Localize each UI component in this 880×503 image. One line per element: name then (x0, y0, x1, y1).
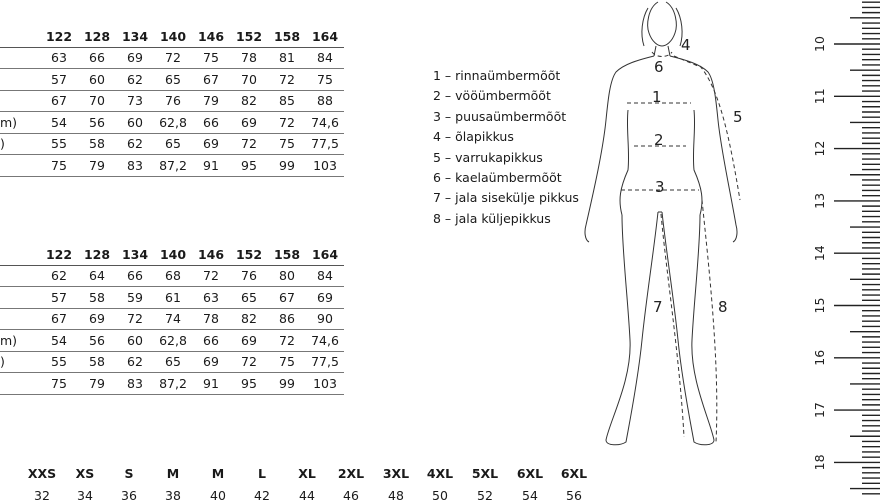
table-cell: 79 (78, 373, 116, 395)
table-cell: 79 (78, 155, 116, 177)
size-number: 36 (121, 488, 137, 503)
table-row (0, 287, 344, 309)
table-cell: 75 (268, 351, 306, 373)
table-cell: 72 (230, 351, 268, 373)
table-cell: 86 (268, 308, 306, 330)
table-cell: 68 (154, 265, 192, 287)
ruler-label: 17 (812, 402, 827, 419)
table-cell: 95 (230, 155, 268, 177)
size-number: 42 (254, 488, 270, 503)
table-cell: 69 (230, 112, 268, 134)
table-cell: 72 (116, 308, 154, 330)
table-cell: 90 (306, 308, 344, 330)
table-row (0, 351, 344, 373)
table-cell: 65 (230, 287, 268, 309)
row-label: m) (0, 112, 40, 134)
measuring-ruler (800, 0, 880, 495)
size-letter: 6XL (516, 466, 544, 481)
table-cell: 58 (78, 351, 116, 373)
table-cell: 83 (116, 373, 154, 395)
table-cell: 82 (230, 90, 268, 112)
ruler-label: 18 (812, 454, 827, 471)
table-cell: 63 (192, 287, 230, 309)
table-cell: 59 (116, 287, 154, 309)
figure-label: 7 (653, 298, 663, 316)
table-cell: 62 (116, 351, 154, 373)
column-header: 152 (230, 244, 268, 265)
table-cell: 78 (230, 47, 268, 69)
size-number: 40 (210, 488, 226, 503)
row-label-header (0, 244, 40, 265)
table-cell: 103 (306, 155, 344, 177)
ruler-label: 11 (812, 88, 827, 105)
girls-size-table (0, 26, 344, 177)
table-cell: 103 (306, 373, 344, 395)
ruler-label: 14 (812, 245, 827, 262)
table-cell: 76 (154, 90, 192, 112)
figure-label: 1 (652, 88, 662, 106)
ruler-label: 16 (812, 349, 827, 366)
size-number: 38 (165, 488, 181, 503)
row-label-header (0, 26, 40, 47)
table-cell: 67 (268, 287, 306, 309)
table-cell: 70 (230, 69, 268, 91)
figure-label: 4 (681, 36, 691, 54)
table-cell: 65 (154, 69, 192, 91)
figure-label: 2 (654, 131, 664, 149)
legend-item: 4 – õlapikkus (433, 129, 514, 145)
table-cell: 56 (78, 112, 116, 134)
table-cell: 66 (78, 47, 116, 69)
table-row (0, 133, 344, 155)
table-cell: 72 (268, 69, 306, 91)
table-row (0, 47, 344, 69)
column-header: 146 (192, 26, 230, 47)
table-cell: 87,2 (154, 373, 192, 395)
table-cell: 91 (192, 155, 230, 177)
table-cell: 87,2 (154, 155, 192, 177)
size-letter: M (166, 466, 180, 481)
table-cell: 62,8 (154, 112, 192, 134)
size-letter: 5XL (471, 466, 499, 481)
table-cell: 73 (116, 90, 154, 112)
measurement-legend (433, 66, 579, 229)
measurement-lines (621, 52, 740, 442)
table-cell: 72 (154, 47, 192, 69)
ruler-label: 13 (812, 192, 827, 209)
table-cell: 74 (154, 308, 192, 330)
table-cell: 99 (268, 373, 306, 395)
table-cell: 80 (268, 265, 306, 287)
table-row (0, 373, 344, 395)
column-header: 122 (40, 244, 78, 265)
size-number: 34 (77, 488, 93, 503)
table-cell: 61 (154, 287, 192, 309)
size-letter: XS (75, 466, 95, 481)
table-row (0, 112, 344, 134)
table-cell: 60 (116, 330, 154, 352)
column-header: 146 (192, 244, 230, 265)
table-cell: 72 (268, 330, 306, 352)
table-cell: 55 (40, 133, 78, 155)
column-header: 128 (78, 244, 116, 265)
legend-item: 7 – jala sisekülje pikkus (433, 190, 579, 206)
ruler-label: 12 (812, 140, 827, 157)
column-header: 158 (268, 244, 306, 265)
figure-label: 5 (733, 108, 743, 126)
table-cell: 81 (268, 47, 306, 69)
body-figure-diagram (570, 0, 800, 460)
table-cell: 76 (230, 265, 268, 287)
figure-label: 3 (655, 178, 665, 196)
table-cell: 67 (40, 308, 78, 330)
size-letter: M (211, 466, 225, 481)
table-cell: 58 (78, 287, 116, 309)
ruler-label: 15 (812, 297, 827, 314)
table-cell: 69 (306, 287, 344, 309)
table-cell: 67 (40, 90, 78, 112)
column-header: 140 (154, 26, 192, 47)
table-row (0, 330, 344, 352)
row-label (0, 69, 40, 91)
table-cell: 60 (78, 69, 116, 91)
table-cell: 62,8 (154, 330, 192, 352)
table-cell: 75 (192, 47, 230, 69)
figure-label: 8 (718, 298, 728, 316)
table-cell: 74,6 (306, 112, 344, 134)
row-label: ) (0, 133, 40, 155)
row-label (0, 155, 40, 177)
table-cell: 57 (40, 69, 78, 91)
ruler-label: 10 (812, 36, 827, 52)
row-label (0, 265, 40, 287)
column-header: 140 (154, 244, 192, 265)
table-cell: 60 (116, 112, 154, 134)
size-number: 46 (343, 488, 359, 503)
table-row (0, 265, 344, 287)
size-letter: 6XL (560, 466, 588, 481)
table-cell: 54 (40, 330, 78, 352)
table-cell: 69 (192, 133, 230, 155)
row-label (0, 47, 40, 69)
table-cell: 82 (230, 308, 268, 330)
table-cell: 54 (40, 112, 78, 134)
ruler-ticks (834, 2, 880, 494)
table-cell: 95 (230, 373, 268, 395)
size-number: 48 (388, 488, 404, 503)
table-row (0, 90, 344, 112)
ruler-labels (812, 36, 827, 470)
size-number: 50 (432, 488, 448, 503)
legend-item: 8 – jala küljepikkus (433, 210, 551, 226)
legend-item: 2 – vööümbermõõt (433, 88, 551, 104)
column-header: 122 (40, 26, 78, 47)
column-header: 164 (306, 244, 344, 265)
column-header: 134 (116, 244, 154, 265)
column-header: 158 (268, 26, 306, 47)
table-cell: 84 (306, 265, 344, 287)
table-row (0, 308, 344, 330)
table-cell: 66 (192, 330, 230, 352)
row-label: m) (0, 330, 40, 352)
table-row (0, 69, 344, 91)
table-cell: 75 (40, 373, 78, 395)
column-header: 128 (78, 26, 116, 47)
table-cell: 77,5 (306, 351, 344, 373)
table-cell: 79 (192, 90, 230, 112)
row-label (0, 373, 40, 395)
table-cell: 63 (40, 47, 78, 69)
table-cell: 66 (192, 112, 230, 134)
table-cell: 78 (192, 308, 230, 330)
size-letter: 3XL (382, 466, 410, 481)
table-cell: 70 (78, 90, 116, 112)
table-cell: 75 (268, 133, 306, 155)
table-cell: 62 (116, 133, 154, 155)
boys-size-table (0, 244, 344, 395)
table-cell: 72 (192, 265, 230, 287)
table-cell: 91 (192, 373, 230, 395)
row-label: ) (0, 351, 40, 373)
table-cell: 65 (154, 351, 192, 373)
legend-item: 5 – varrukapikkus (433, 149, 543, 165)
table-cell: 85 (268, 90, 306, 112)
size-letter: 2XL (337, 466, 365, 481)
table-cell: 57 (40, 287, 78, 309)
table-cell: 65 (154, 133, 192, 155)
legend-item: 6 – kaelaümbermõõt (433, 170, 562, 186)
table-cell: 88 (306, 90, 344, 112)
figure-label: 6 (654, 58, 664, 76)
table-header-row (0, 26, 344, 47)
table-cell: 72 (268, 112, 306, 134)
table-cell: 69 (78, 308, 116, 330)
table-cell: 66 (116, 265, 154, 287)
table-cell: 75 (306, 69, 344, 91)
table-header-row (0, 244, 344, 265)
size-letter: S (124, 466, 134, 481)
table-cell: 72 (230, 133, 268, 155)
table-cell: 62 (116, 69, 154, 91)
table-cell: 75 (40, 155, 78, 177)
table-cell: 99 (268, 155, 306, 177)
row-label (0, 287, 40, 309)
size-letter: L (258, 466, 266, 481)
table-cell: 67 (192, 69, 230, 91)
size-letter: XL (298, 466, 316, 481)
size-number: 56 (566, 488, 582, 503)
size-number: 44 (299, 488, 315, 503)
row-label (0, 308, 40, 330)
table-cell: 83 (116, 155, 154, 177)
table-cell: 69 (116, 47, 154, 69)
table-cell: 69 (230, 330, 268, 352)
column-header: 134 (116, 26, 154, 47)
size-number: 54 (522, 488, 538, 503)
table-cell: 74,6 (306, 330, 344, 352)
table-cell: 69 (192, 351, 230, 373)
table-cell: 62 (40, 265, 78, 287)
size-number: 32 (34, 488, 50, 503)
size-letter: XXS (27, 466, 57, 481)
table-cell: 84 (306, 47, 344, 69)
table-cell: 55 (40, 351, 78, 373)
size-letter: 4XL (426, 466, 454, 481)
column-header: 152 (230, 26, 268, 47)
table-row (0, 155, 344, 177)
legend-item: 3 – puusaümbermõõt (433, 108, 567, 124)
row-label (0, 90, 40, 112)
table-cell: 64 (78, 265, 116, 287)
column-header: 164 (306, 26, 344, 47)
legend-item: 1 – rinnaümbermõõt (433, 68, 561, 83)
table-cell: 58 (78, 133, 116, 155)
size-number: 52 (477, 488, 493, 503)
table-cell: 56 (78, 330, 116, 352)
table-cell: 77,5 (306, 133, 344, 155)
